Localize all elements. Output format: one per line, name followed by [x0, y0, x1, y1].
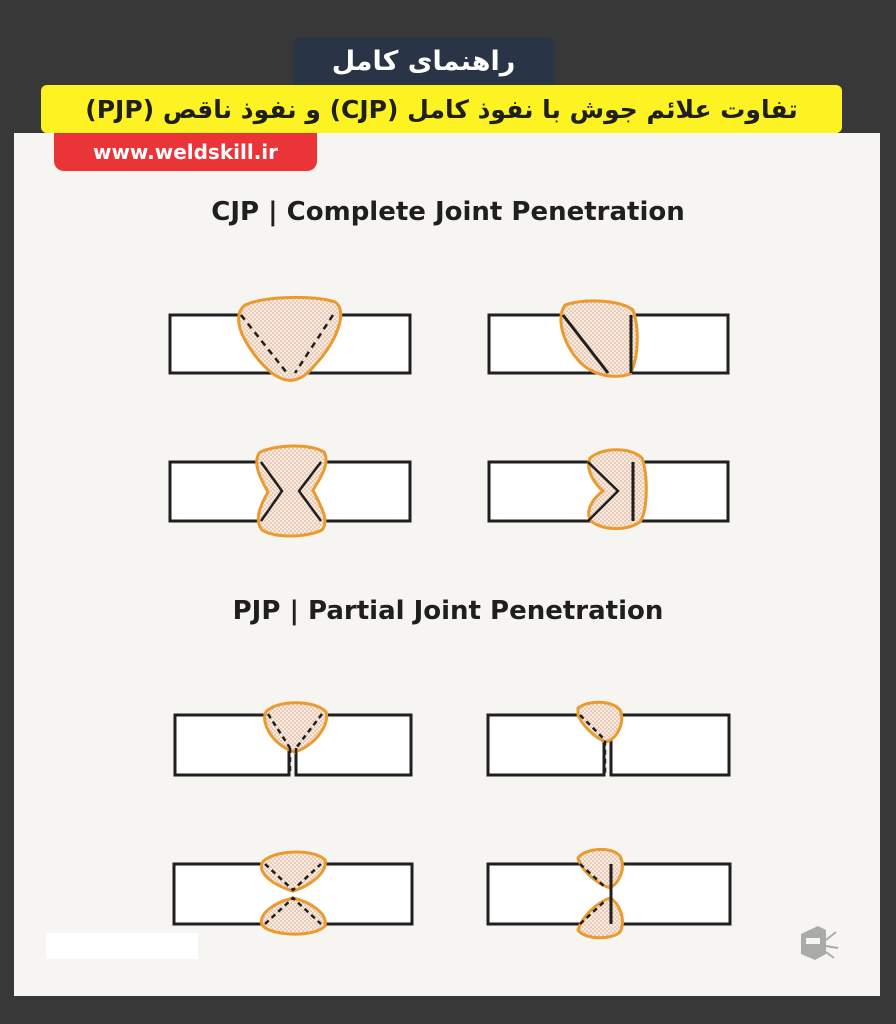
pjp-single-v-groove: [175, 703, 411, 775]
cjp-double-v-groove: [170, 446, 410, 536]
blank-patch: [46, 933, 198, 959]
cjp-double-bevel-groove: [489, 450, 728, 529]
pjp-double-v-groove: [174, 852, 412, 934]
base-plate-right: [611, 715, 729, 775]
cjp-heading: CJP | Complete Joint Penetration: [211, 197, 685, 227]
guide-badge-label: راهنمای کامل: [331, 45, 516, 77]
website-url: www.weldskill.ir: [92, 140, 279, 164]
welding-helmet-logo-icon: [801, 926, 838, 960]
pjp-double-bevel-groove: [488, 849, 730, 937]
pjp-single-bevel-groove: [488, 702, 729, 775]
cjp-single-v-groove: [170, 297, 410, 380]
pjp-heading: PJP | Partial Joint Penetration: [232, 596, 664, 626]
cjp-single-bevel-groove: [489, 301, 728, 376]
page-title: تفاوت علائم جوش با نفوذ کامل (CJP) و نفوذ ناقص (PJP): [85, 94, 798, 124]
